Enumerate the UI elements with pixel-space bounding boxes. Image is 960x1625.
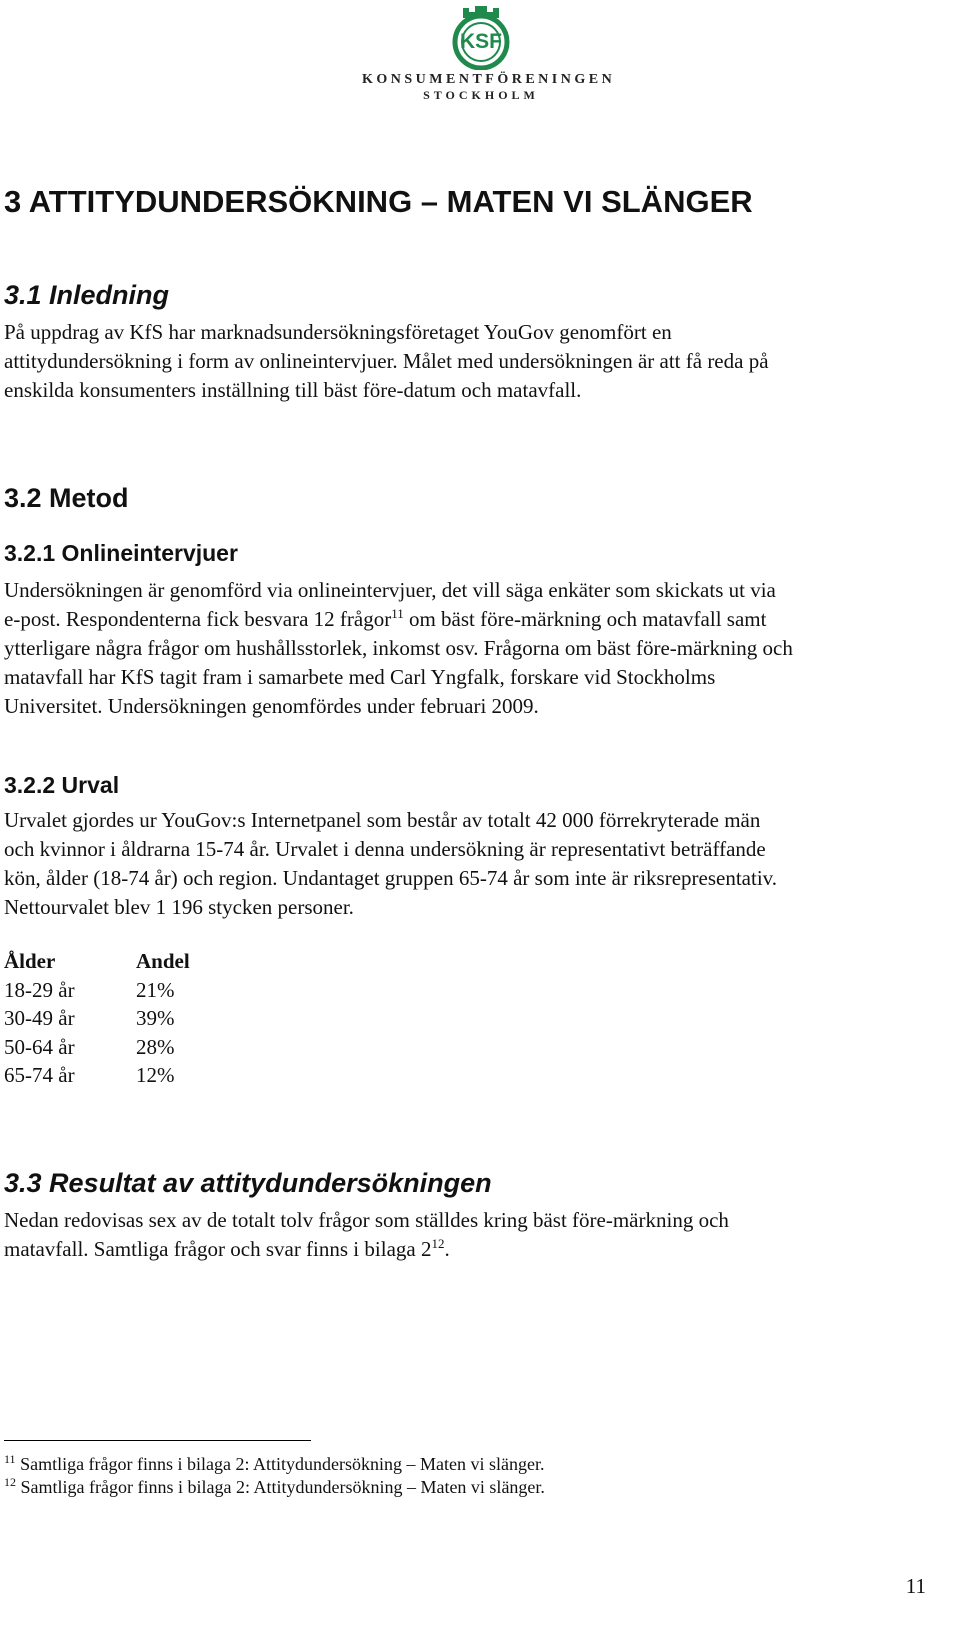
line-text: matavfall. Samtliga frågor och svar finns i bilaga 2 xyxy=(4,1237,432,1261)
paragraph-line: På uppdrag av KfS har marknadsundersökningsföretaget YouGov genomfört en xyxy=(4,320,672,344)
age-cell: 18-29 år xyxy=(4,977,75,1002)
emblem-text: KSF xyxy=(460,30,502,53)
age-cell: 65-74 år xyxy=(4,1063,75,1087)
section-3-2-1-paragraph xyxy=(4,576,934,721)
footnote-text: Samtliga frågor finns i bilaga 2: Attitydundersökning – Maten vi slänger. xyxy=(15,1454,545,1474)
share-cell: 21% xyxy=(136,977,175,1002)
table-row xyxy=(4,1004,190,1033)
section-heading-3-1: 3.1 Inledning xyxy=(4,280,170,310)
chapter-heading: 3 ATTITYDUNDERSÖKNING – MATEN VI SLÄNGER xyxy=(4,184,753,219)
share-cell: 28% xyxy=(136,1034,175,1059)
line-text: om bäst före-märkning och matavfall samt xyxy=(403,607,767,631)
footnote-number: 12 xyxy=(4,1475,16,1489)
table-row xyxy=(4,976,190,1005)
footnote-text: Samtliga frågor finns i bilaga 2: Attitydundersökning – Maten vi slänger. xyxy=(16,1477,545,1497)
table-header-row xyxy=(4,947,190,976)
section-3-2-2-paragraph xyxy=(4,806,934,922)
section-heading-3-2-1: 3.2.1 Onlineintervjuer xyxy=(4,540,238,566)
section-heading-3-2: 3.2 Metod xyxy=(4,483,129,513)
paragraph-line: attitydundersökning i form av onlineintervjuer. Målet med undersökningen är att få reda på xyxy=(4,349,769,373)
paragraph-line: Nettourvalet blev 1 196 stycken personer. xyxy=(4,895,354,919)
organization-logo xyxy=(362,0,616,108)
age-cell: 30-49 år xyxy=(4,1006,75,1030)
share-cell: 12% xyxy=(136,1063,175,1087)
paragraph-line xyxy=(4,605,934,634)
paragraph-line: Universitet. Undersökningen genomfördes under februari 2009. xyxy=(4,694,539,718)
paragraph-line: Urvalet gjordes ur YouGov:s Internetpanel som består av totalt 42 000 förrekryterade män xyxy=(4,808,761,832)
footnote-11 xyxy=(4,1453,544,1476)
paragraph-line: ytterligare några frågor om hushållsstorlek, inkomst osv. Frågorna om bäst före-märkning och xyxy=(4,636,793,660)
org-name-line1: KONSUMENTFÖRENINGEN xyxy=(362,72,616,87)
paragraph-line: Undersökningen är genomförd via onlineintervjuer, det vill säga enkäter som skickats ut via xyxy=(4,578,776,602)
page-number: 11 xyxy=(905,1574,926,1598)
footnote-separator xyxy=(4,1440,311,1441)
age-distribution-table xyxy=(4,947,190,1090)
section-heading-3-2-2: 3.2.2 Urval xyxy=(4,772,120,798)
paragraph-line xyxy=(4,1235,934,1264)
footnote-ref-12[interactable]: 12 xyxy=(431,1236,445,1251)
paragraph-line: matavfall har KfS tagit fram i samarbete med Carl Yngfalk, forskare vid Stockholms xyxy=(4,665,716,689)
org-name-line2: STOCKHOLM xyxy=(423,88,539,102)
line-text: . xyxy=(444,1237,450,1261)
section-heading-3-3: 3.3 Resultat av attitydundersökningen xyxy=(4,1168,492,1198)
paragraph-line: Nedan redovisas sex av de totalt tolv frågor som ställdes kring bäst före-märkning och xyxy=(4,1208,729,1232)
footnote-12 xyxy=(4,1476,545,1499)
share-cell: 39% xyxy=(136,1006,175,1030)
footnote-number: 11 xyxy=(4,1452,16,1466)
paragraph-line: enskilda konsumenters inställning till bäst före-datum och matavfall. xyxy=(4,378,582,402)
footnote-ref-11[interactable]: 11 xyxy=(391,606,404,621)
paragraph-line: och kvinnor i åldrarna 15-74 år. Urvalet i denna undersökning är representativt beträffande xyxy=(4,837,766,861)
age-cell: 50-64 år xyxy=(4,1034,75,1059)
line-text: e-post. Respondenterna fick besvara 12 frågor xyxy=(4,607,392,631)
table-row xyxy=(4,1061,190,1090)
section-3-3-paragraph xyxy=(4,1206,934,1264)
column-header-share: Andel xyxy=(136,949,190,973)
column-header-age: Ålder xyxy=(4,949,56,973)
paragraph-line: kön, ålder (18-74 år) och region. Undantaget gruppen 65-74 år som inte är riksrepresentativ. xyxy=(4,866,778,890)
section-3-1-paragraph xyxy=(4,318,934,405)
table-row xyxy=(4,1033,190,1062)
